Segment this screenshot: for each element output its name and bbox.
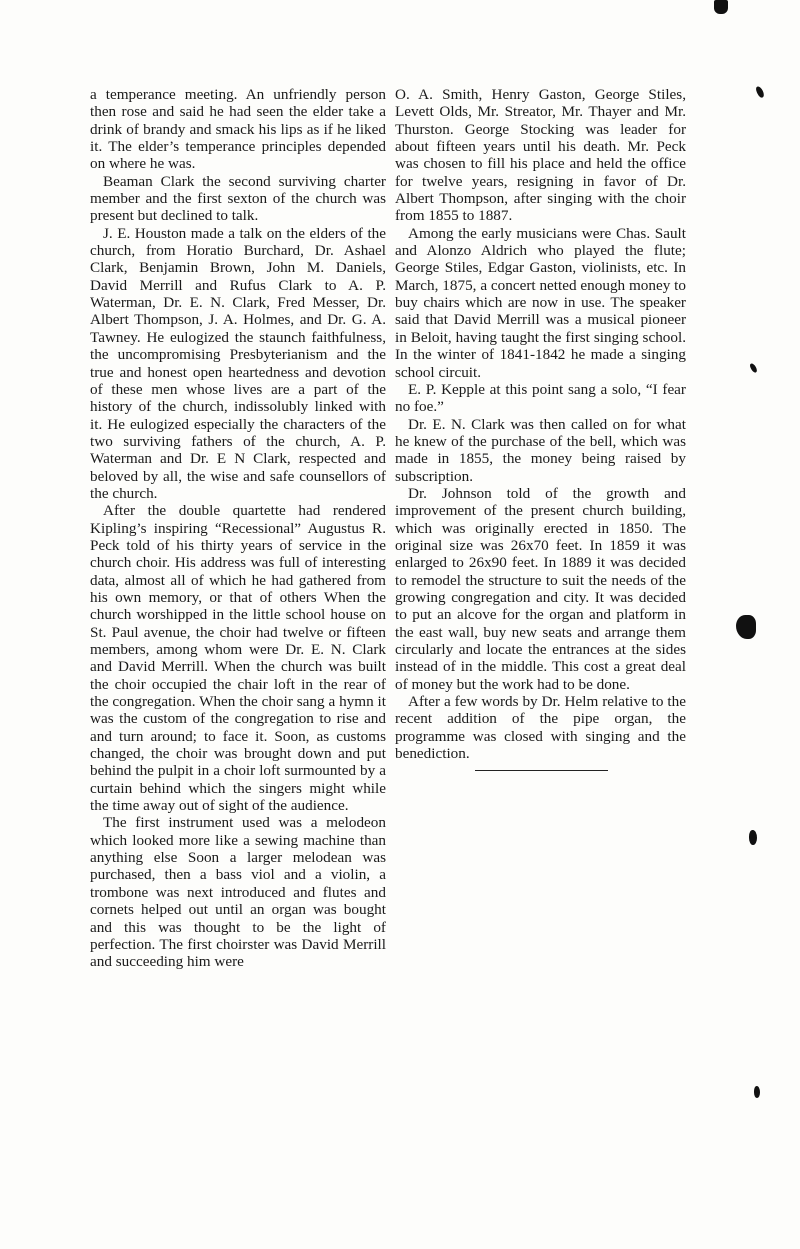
paragraph: Dr. Johnson told of the growth and improvement of the present church building, which was originally erected in 1850. The original size was 26x70 feet. In 1859 it was enlarged to 26x90 feet. In 1889 it was decided to remodel the structure to suit the needs of the growing congregation and city. It was decided to put an alcove for the organ and platform in the east wall, buy new seats and arrange them circularly and locate the entrances at the sides instead of in the middle. This cost a great deal of money but the work had to be done. bbox=[395, 484, 686, 693]
paragraph: O. A. Smith, Henry Gaston, George Stiles, Levett Olds, Mr. Streator, Mr. Thayer and Mr. Thurston. George Stocking was leader for about fifteen years until his death. Mr. Peck was chosen to fill his place and held the office for twelve years, resigning in favor of Dr. Albert Thompson, after singing with the choir from 1855 to 1887. bbox=[395, 86, 686, 225]
paragraph: The first instrument used was a melodeon which looked more like a sewing machine than anything else Soon a larger melodean was purchased, then a bass viol and a violin, a trombone was next introduced and flutes and cornets helped out until an organ was bought and this was thought to be the light of perfection. The first choirster was David Merrill and succeeding him were bbox=[90, 814, 386, 971]
paragraph: J. E. Houston made a talk on the elders of the church, from Horatio Burchard, Dr. Ashael Clark, Benjamin Brown, John M. Daniels, David Merrill and Rufus Clark to A. P. Waterman, Dr. E. N. Clark, Fred Messer, Dr. Albert Thompson, J. A. Holmes, and Dr. G. A. Tawney. He eulogized the staunch faithfulness, the uncompromising Presbyterianism and the true and honest open heartedness and devotion of these men whose lives are a part of the history of the church, indissolubly linked with it. He eulogized especially the characters of the two surviving fathers of the church, A. P. Waterman and Dr. E N Clark, respected and beloved by all, the wise and safe counsellors of the church. bbox=[90, 224, 386, 502]
paragraph: After a few words by Dr. Helm relative to the recent addition of the pipe organ, the programme was closed with singing and the benediction. bbox=[395, 693, 686, 763]
paragraph: After the double quartette had rendered Kipling’s inspiring “Recessional” Augustus R. Peck told of his thirty years of service in the church choir. His address was full of interesting data, almost all of which he had gathered from his own memory, or that of others When the church worshipped in the little school house on St. Paul avenue, the choir had twelve or fifteen members, among whom were Dr. E. N. Clark and David Merrill. When the church was built the choir occupied the chair loft in the rear of the congregation. When the choir sang a hymn it was the custom of the congregation to rise and and turn around; to face it. Soon, as customs changed, the choir was brought down and put behind the pulpit in a choir loft surmounted by a curtain behind which the singers might while the time away out of sight of the audience. bbox=[90, 502, 386, 815]
end-rule bbox=[475, 770, 608, 771]
paragraph: a temperance meeting. An unfriendly person then rose and said he had seen the elder take a drink of brandy and smack his lips as if he liked it. The elder’s temperance principles depended on where he was. bbox=[90, 86, 386, 173]
paragraph: Beaman Clark the second surviving charter member and the first sexton of the church was present but declined to talk. bbox=[90, 172, 386, 225]
paragraph: Dr. E. N. Clark was then called on for what he knew of the purchase of the bell, which was made in 1855, the money being raised by subscription. bbox=[395, 415, 686, 485]
ink-blot-margin bbox=[755, 85, 766, 98]
ink-blot-margin bbox=[749, 362, 758, 373]
ink-blot-margin-large bbox=[736, 615, 756, 639]
left-column bbox=[90, 86, 386, 971]
paragraph: Among the early musicians were Chas. Sault and Alonzo Aldrich who played the flute; George Stiles, Edgar Gaston, violinists, etc. In March, 1875, a concert netted enough money to buy chairs which are now in use. The speaker said that David Merrill was a musical pioneer in Beloit, having taught the first singing school. In the winter of 1841-1842 he made a singing school circuit. bbox=[395, 224, 686, 381]
ink-blot-margin bbox=[749, 830, 757, 845]
right-column bbox=[395, 86, 686, 771]
ink-blot-margin bbox=[754, 1086, 760, 1098]
ink-blot-top bbox=[714, 0, 728, 14]
paragraph: E. P. Kepple at this point sang a solo, “I fear no foe.” bbox=[395, 380, 686, 416]
